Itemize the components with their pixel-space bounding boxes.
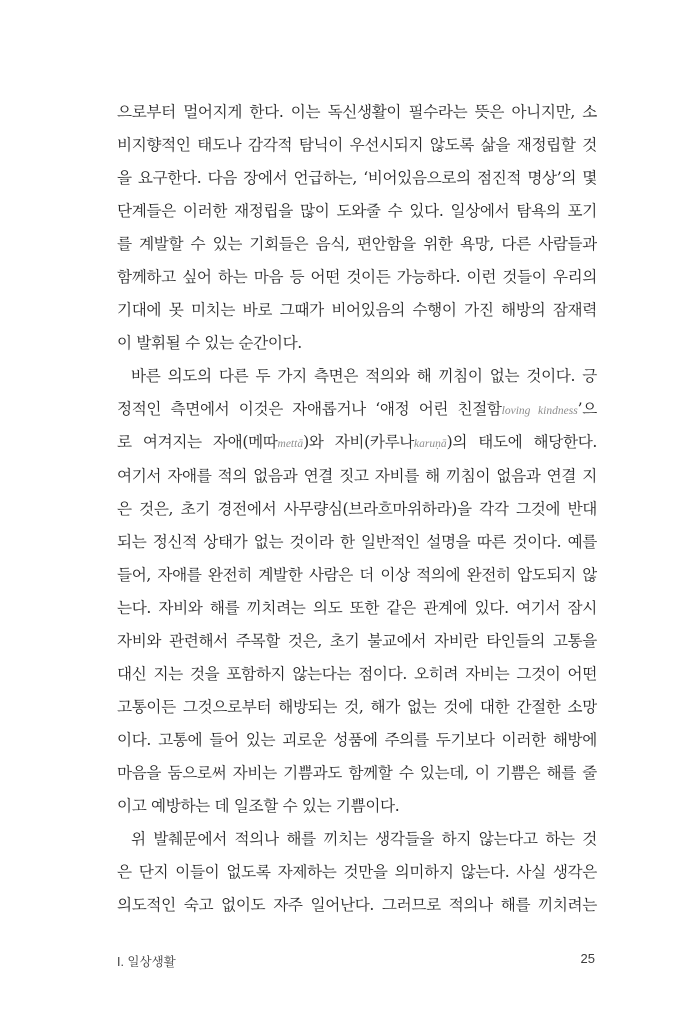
text-line: 여기서 자애를 적의 없음과 연결 짓고 자비를 해 끼침이 없음과 연결 지 [117,466,597,485]
text-line: 자비와 관련해서 주목할 것은, 초기 불교에서 자비란 타인들의 고통을 [117,631,597,650]
text-line: 함께하고 싶어 하는 마음 등 어떤 것이든 가능하다. 이런 것들이 우리의 [117,268,597,287]
page-number: 25 [580,951,595,966]
text-line: 대신 지는 것을 포함하지 않는다는 점이다. 오히려 자비는 그것이 어떤 [117,664,597,683]
text-line: 이다. 고통에 들어 있는 괴로운 성품에 주의를 두기보다 이러한 해방에 [117,730,597,749]
text-line: 으로부터 멀어지게 한다. 이는 독신생활이 필수라는 뜻은 아니지만, 소 [117,103,597,121]
text-line: 을 요구한다. 다음 장에서 언급하는, ‘비어있음으로의 점진적 명상’의 몇 [117,169,597,188]
text-line: 은 단지 이들이 없도록 자제하는 것만을 의미하지 않는다. 사실 생각은 [117,863,597,882]
line-text: 정적인 측면에서 이것은 자애롭거나 ‘애정 어린 친절함 [117,400,502,419]
text-line: 고통이든 그것으로부터 해방되는 것, 해가 없는 것에 대한 간절한 소망 [117,697,597,716]
text-line: 이 발휘될 수 있는 순간이다. [117,334,302,353]
text-line: 기대에 못 미치는 바로 그때가 비어있음의 수행이 가진 해방의 잠재력 [117,301,597,320]
text-line: 들어, 자애를 완전히 계발한 사람은 더 이상 적의에 완전히 압도되지 않 [117,565,597,584]
running-footer-chapter: I. 일상생활 [117,955,176,969]
text-line: 는다. 자비와 해를 끼치려는 의도 또한 같은 관계에 있다. 여기서 잠시 [117,598,597,617]
line-text: 로 여겨지는 자애(메따 [117,433,278,452]
text-line [117,393,597,426]
text-line: 위 발췌문에서 적의나 해를 끼치는 생각들을 하지 않는다고 하는 것 [131,830,597,849]
body-text [117,96,597,922]
text-line: 를 계발할 수 있는 기회들은 음식, 편안함을 위한 욕망, 다른 사람들과 [117,235,597,254]
text-line: 단계들은 이러한 재정립을 많이 도와줄 수 있다. 일상에서 탐욕의 포기 [117,202,597,221]
text-line [117,426,597,459]
text-line: 의도적인 숙고 없이도 자주 일어난다. 그러므로 적의나 해를 끼치려는 [117,896,597,915]
pali-gloss-metta: mettā [277,438,304,451]
text-line: 마음을 둠으로써 자비는 기쁨과도 함께할 수 있는데, 이 기쁨은 해를 줄 [117,763,597,782]
text-line: 이고 예방하는 데 일조할 수 있는 기쁨이다. [117,796,400,815]
line-text: ’으 [577,400,597,419]
line-text: )와 자비(카루나 [303,433,415,452]
line-text: )의 태도에 해당한다. [446,433,597,452]
text-line: 바른 의도의 다른 두 가지 측면은 적의와 해 끼침이 없는 것이다. 긍 [131,367,597,386]
pali-gloss-karuna: karuṇā [414,438,447,451]
english-gloss: loving kindness [501,405,578,418]
text-line: 은 것은, 초기 경전에서 사무량심(브라흐마위하라)을 각각 그것에 반대 [117,499,597,518]
text-line: 되는 정신적 상태가 없는 것이라 한 일반적인 설명을 따른 것이다. 예를 [117,532,597,551]
text-line: 비지향적인 태도나 감각적 탐닉이 우선시되지 않도록 삶을 재정립할 것 [117,136,597,155]
